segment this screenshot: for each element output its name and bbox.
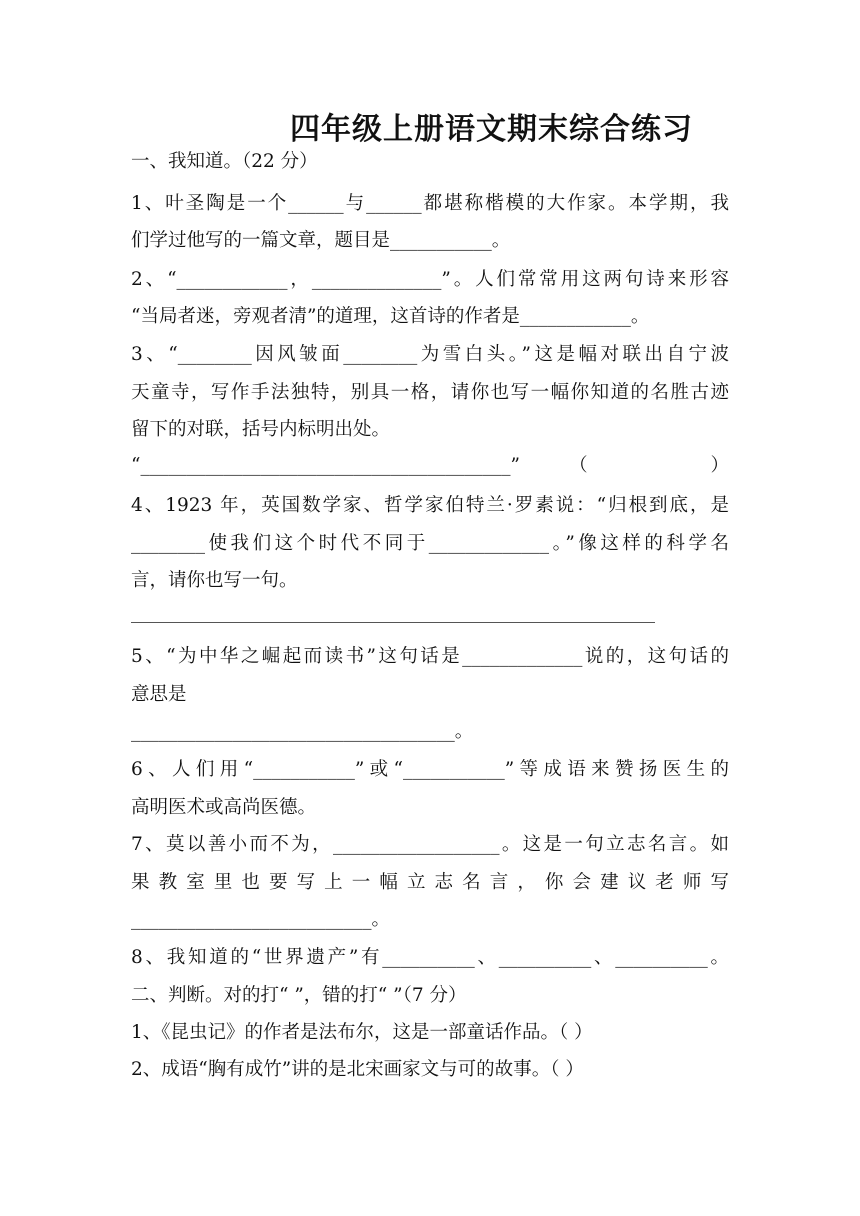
q2-line-2: “当局者迷，旁观者清”的道理，这首诗的作者是____________。 (131, 306, 650, 327)
q4-line-2: ________使我们这个时代不同于_____________。”像这样的科学名 (131, 533, 729, 554)
q7-line-1: 7、莫以善小而不为，__________________。这是一句立志名言。如 (131, 834, 729, 855)
q3-line-3: 留下的对联，括号内标明出处。 (131, 419, 391, 440)
q8-line: 8、我知道的“世界遗产”有__________、__________、__________。 (131, 947, 729, 968)
judge-item-2: 2、成语“胸有成竹”讲的是北宋画家文与可的故事。（ ） (131, 1059, 584, 1080)
q3-line-2: 天童寺，写作手法独特，别具一格，请你也写一幅你知道的名胜古迹 (131, 382, 729, 403)
q7-line-2: 果教室里也要写上一幅立志名言，你会建议老师写 (131, 872, 729, 893)
q1-line-2: 们学过他写的一篇文章，题目是___________。 (131, 230, 511, 251)
q4-line-3: 言，请你也写一句。 (131, 570, 298, 591)
judge-item-1: 1、《昆虫记》的作者是法布尔，这是一部童话作品。（ ） (131, 1022, 593, 1043)
q4-answer-rule (131, 622, 655, 623)
section-1-heading: 一、我知道。（22 分） (131, 151, 318, 172)
q5-line-2: 意思是 (131, 684, 187, 705)
q2-line-1: 2、“____________，______________”。人们常常用这两句诗来形容 (131, 269, 729, 290)
q5-answer-line: ___________________________________。 (131, 721, 474, 742)
section-2-heading: 二、判断。对的打“ ”，错的打“ ”（7 分） (131, 985, 467, 1006)
page-title: 四年级上册语文期末综合练习 (290, 112, 693, 147)
q6-line-1: 6、人们用“___________”或“___________”等成语来赞扬医生的 (131, 759, 729, 780)
q1-line-1: 1、叶圣陶是一个______与______都堪称楷模的大作家。本学期，我 (131, 193, 729, 214)
q3-answer-line: “________________________________________”（ ） (131, 455, 729, 476)
q3-line-1: 3、“________因风皱面________为雪白头。”这是幅对联出自宁波 (131, 344, 729, 365)
q4-line-1: 4、1923 年，英国数学家、哲学家伯特兰·罗素说：“归根到底，是 (131, 495, 729, 516)
q6-line-2: 高明医术或高尚医德。 (131, 797, 317, 818)
q7-answer-line: __________________________。 (131, 909, 391, 930)
q5-line-1: 5、“为中华之崛起而读书”这句话是_____________说的，这句话的 (131, 646, 729, 667)
